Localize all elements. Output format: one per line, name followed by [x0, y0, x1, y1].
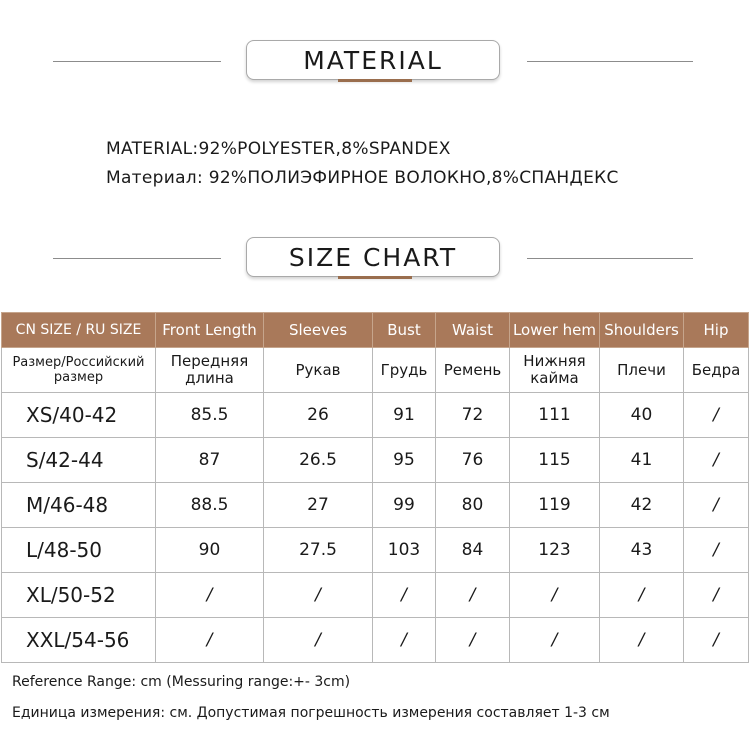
size-label-cell: S/42-44	[2, 438, 156, 483]
table-cell: 91	[373, 393, 436, 438]
heading-rule-left	[53, 61, 221, 62]
heading-accent-bar	[338, 79, 412, 82]
table-row	[2, 393, 749, 438]
table-cell: /	[600, 573, 684, 618]
table-cell: 76	[436, 438, 510, 483]
table-cell: 103	[373, 528, 436, 573]
table-cell: 84	[436, 528, 510, 573]
table-cell: 95	[373, 438, 436, 483]
header-cell: Sleeves	[264, 313, 373, 348]
table-cell: /	[264, 573, 373, 618]
header-cell: Hip	[684, 313, 749, 348]
header-cell: Размер/Российский размер	[2, 348, 156, 393]
table-cell: 115	[510, 438, 600, 483]
table-cell: /	[684, 393, 749, 438]
table-cell: /	[510, 573, 600, 618]
table-cell: /	[684, 438, 749, 483]
table-cell: /	[156, 618, 264, 663]
table-cell: 111	[510, 393, 600, 438]
header-cell: Передняя длина	[156, 348, 264, 393]
table-cell: 27.5	[264, 528, 373, 573]
material-title: MATERIAL	[246, 40, 500, 80]
table-cell: 85.5	[156, 393, 264, 438]
size-label-cell: L/48-50	[2, 528, 156, 573]
table-cell: /	[436, 618, 510, 663]
material-line-en: MATERIAL:92%POLYESTER,8%SPANDEX	[106, 139, 451, 159]
heading-rule-right	[527, 61, 693, 62]
table-cell: 119	[510, 483, 600, 528]
material-line-ru: Материал: 92%ПОЛИЭФИРНОЕ ВОЛОКНО,8%СПАНДЕКС	[106, 168, 619, 188]
size-label-cell: XXL/54-56	[2, 618, 156, 663]
table-cell: 99	[373, 483, 436, 528]
size-chart-title: SIZE CHART	[246, 237, 500, 277]
table-cell: /	[436, 573, 510, 618]
table-cell: 26	[264, 393, 373, 438]
header-cell: Нижняя кайма	[510, 348, 600, 393]
header-cell: Грудь	[373, 348, 436, 393]
table-cell: /	[600, 618, 684, 663]
table-cell: 41	[600, 438, 684, 483]
header-cell: Front Length	[156, 313, 264, 348]
header-cell: CN SIZE / RU SIZE	[2, 313, 156, 348]
table-row	[2, 618, 749, 663]
table-cell: 43	[600, 528, 684, 573]
table-header-row-en	[2, 313, 749, 348]
header-cell: Бедра	[684, 348, 749, 393]
material-heading	[0, 40, 750, 84]
size-label-cell: M/46-48	[2, 483, 156, 528]
table-cell: /	[156, 573, 264, 618]
table-cell: 72	[436, 393, 510, 438]
table-cell: /	[373, 573, 436, 618]
table-cell: /	[684, 528, 749, 573]
header-cell: Ремень	[436, 348, 510, 393]
table-cell: /	[264, 618, 373, 663]
size-chart-heading	[0, 237, 750, 281]
table-cell: /	[510, 618, 600, 663]
table-cell: /	[684, 573, 749, 618]
table-cell: 87	[156, 438, 264, 483]
table-row	[2, 438, 749, 483]
header-cell: Плечи	[600, 348, 684, 393]
size-chart-table	[1, 312, 749, 663]
heading-rule-right	[527, 258, 693, 259]
table-cell: /	[684, 483, 749, 528]
header-cell: Bust	[373, 313, 436, 348]
table-cell: 123	[510, 528, 600, 573]
measurement-unit-note: Единица измерения: см. Допустимая погрешность измерения составляет 1-3 см	[12, 705, 610, 721]
table-cell: 88.5	[156, 483, 264, 528]
table-cell: 40	[600, 393, 684, 438]
heading-accent-bar	[338, 276, 412, 279]
header-cell: Shoulders	[600, 313, 684, 348]
table-cell: 27	[264, 483, 373, 528]
table-cell: 26.5	[264, 438, 373, 483]
table-cell: 90	[156, 528, 264, 573]
table-cell: 80	[436, 483, 510, 528]
heading-rule-left	[53, 258, 221, 259]
size-label-cell: XL/50-52	[2, 573, 156, 618]
table-header-row-ru	[2, 348, 749, 393]
table-row	[2, 483, 749, 528]
header-cell: Waist	[436, 313, 510, 348]
table-cell: /	[684, 618, 749, 663]
table-row	[2, 528, 749, 573]
reference-range-note: Reference Range: cm (Messuring range:+- 3cm)	[12, 674, 351, 690]
table-row	[2, 573, 749, 618]
table-cell: 42	[600, 483, 684, 528]
header-cell: Lower hem	[510, 313, 600, 348]
size-label-cell: XS/40-42	[2, 393, 156, 438]
table-cell: /	[373, 618, 436, 663]
header-cell: Рукав	[264, 348, 373, 393]
